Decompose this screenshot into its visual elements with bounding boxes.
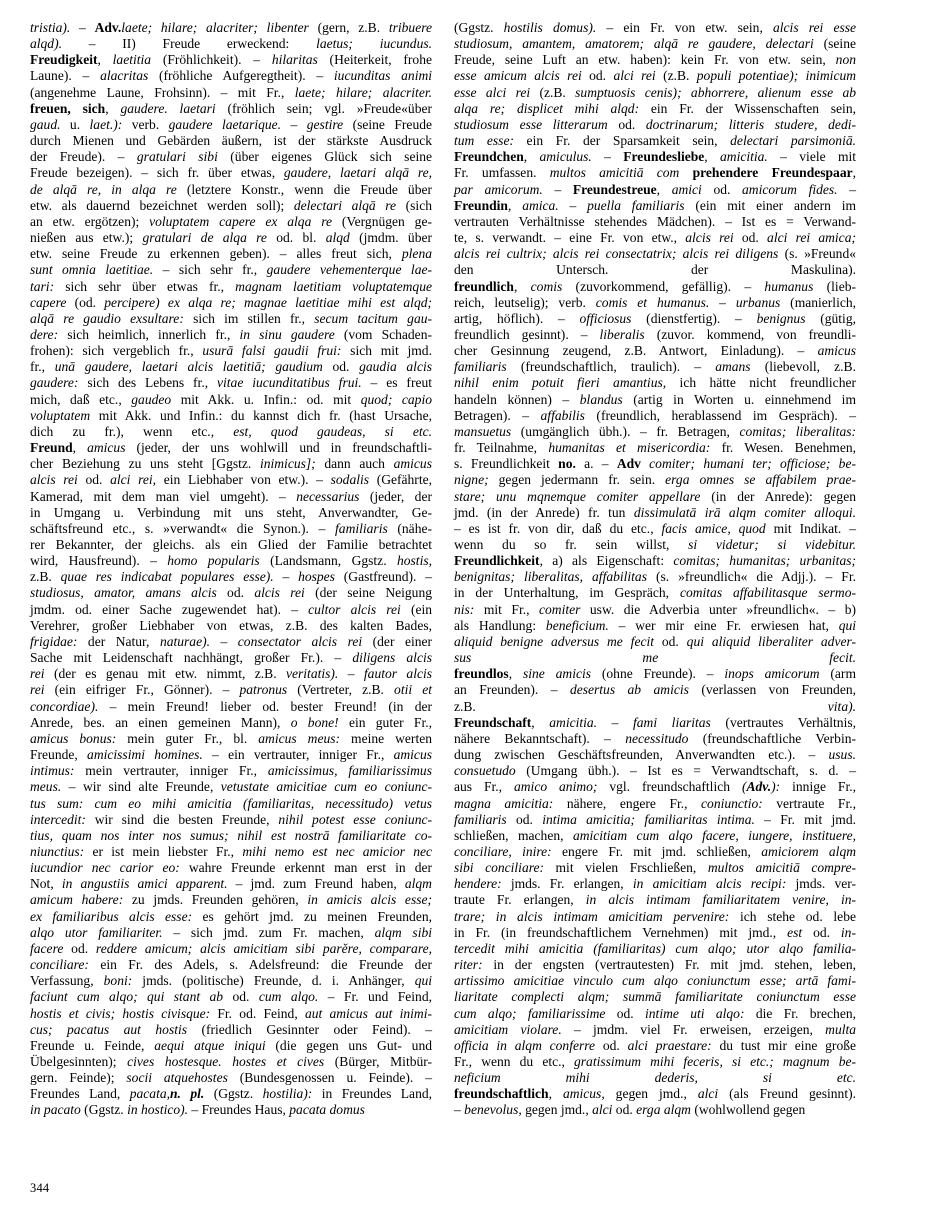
page-folio: 344 xyxy=(30,1181,50,1195)
text-line: in der Unterhaltung, im Gespräch, comitas affabilitasque sermo- xyxy=(454,585,856,601)
text-line: den Untersch. der Maskulina). xyxy=(454,262,856,278)
text-line: schließen, machen, amicitiam cum alqo facere, iungere, instituere, xyxy=(454,827,857,843)
text-line: rei (der es genau mit etw. nimmt, z.B. veritatis). – fautor alcis xyxy=(30,666,433,682)
text-line: cher Gesinnung zeugend, z.B. Antwort, Einladung). – amicus xyxy=(454,343,856,359)
text-line: mansuetus (umgänglich übh.). – fr. Betragen, comitas; liberalitas: xyxy=(454,423,856,439)
text-line: freuen, sich, gaudere. laetari (fröhlich sein; vgl. »Freude«über xyxy=(30,100,432,116)
text-line: iucundior nec carior eo: wahre Freunde erkennt man erst in der xyxy=(30,860,433,876)
column-text-block xyxy=(454,20,856,1119)
text-line: trare; in alcis intimam amicitiam pervenire: ich stehe od. lebe xyxy=(454,908,856,924)
text-line: z.B. quae res indicabat populares esse). – hospes (Gastfreund). – xyxy=(30,569,432,585)
text-line: an Freunden). – desertus ab amicis (verlassen von Freunden, xyxy=(454,682,856,698)
text-line: nießen aus etw.); gratulari de alqa re od. bl. alqd (jmdm. über xyxy=(30,230,433,246)
text-line: rei (ein eifriger Fr., Gönner). – patronus (Vertreter, z.B. otii et xyxy=(30,682,432,698)
text-line: aliquid benigne adversus me fecit od. qui aliquid liberaliter adver- xyxy=(454,633,856,649)
text-line: gern. Feinde); socii atquehostes (Bundesgenossen u. Feinde). – xyxy=(30,1070,432,1086)
text-line: Not, in angustiis amici apparent. – jmd. zum Freund haben, alqm xyxy=(30,876,432,892)
text-line: artissimo amicitiae vinculo cum alqo coniunctum esse; artā fami- xyxy=(454,973,856,989)
text-line: – benevolus, gegen jmd., alci od. erga alqm (wohlwollend gegen xyxy=(454,1102,806,1118)
text-line: tristia). – Adv.laete; hilare; alacriter; libenter (gern, z.B. tribuere xyxy=(30,20,433,35)
text-line: facere od. reddere amicum; alcis amicitiam sibi parĕre, comparare, xyxy=(30,940,432,956)
text-line: amicus bonus: mein guter Fr., bl. amicus meus: meine werten xyxy=(30,730,432,746)
text-line: als Handlung: beneficium. – wer mir eine Fr. erwiesen hat, qui xyxy=(454,617,856,633)
text-line: te, s. verwandt. – eine Fr. von etw., alcis rei od. alci rei amica; xyxy=(454,230,856,246)
text-line: sus me fecit. xyxy=(454,650,856,666)
right-text-column xyxy=(454,20,857,1118)
text-line: concordiae). – mein Freund! lieber od. bester Freund! (in der xyxy=(30,698,432,714)
text-line: z.B. vita). xyxy=(454,698,856,714)
text-line: reich, leutselig); verb. comis et humanus. – urbanus (manierlich, xyxy=(454,294,857,310)
text-line: Sache mit Leidenschaft nachhängt, großer Fr.). – diligens alcis xyxy=(30,650,432,666)
text-line: gaudere: sich des Lebens fr., vitae iucunditatibus frui. – es freut xyxy=(30,375,433,391)
text-line: (Ggstz. hostilis domus). – ein Fr. von etw. sein, alcis rei esse xyxy=(454,20,857,35)
text-line: stare; unu mqnemque comiter appellare (in der Anrede): gegen xyxy=(454,488,856,504)
text-line: alqd). – II) Freude erweckend: laetus; iucundus. xyxy=(30,36,432,52)
text-line: Übelgesinnten); cives hostesque. hostes et cives (Bürger, Mitbür- xyxy=(30,1054,433,1069)
text-line: in Umgang u. Verbindung mit uns steht, Anverwandter, Ge- xyxy=(30,504,432,520)
text-line: Betragen). – affabilis (freundlich, herablassend im Gespräch). – xyxy=(454,407,856,423)
text-line: conciliare: ein Fr. des Adels, s. Adelsfreund: die Freunde der xyxy=(30,957,432,973)
text-line: dung zwischen Geschäftsfreunden, Anverwandten etc.). – usus. xyxy=(454,747,856,763)
text-line: neficium mihi dederis, si etc. xyxy=(454,1070,856,1086)
text-line: Freundin, amica. – puella familiaris (ein mit einer andern im xyxy=(454,197,857,213)
text-line: faciunt cum alqo; qui stant ab od. cum alqo. – Fr. und Feind, xyxy=(30,989,432,1005)
text-line: in Fr. (in freundschaftlichem Vernehmen) mit jmd., est od. in- xyxy=(454,924,856,940)
text-line: studiosum esse litterarum od. doctrinarum; litteris studere, dedi- xyxy=(454,116,856,132)
text-line: studiosus, amator, amans alcis od. alcis rei (der seine Neigung xyxy=(30,585,432,601)
text-line: Freude, seine Luft an etw. haben): kein Fr. von etw. sein, non xyxy=(454,52,856,68)
text-line: alcis rei cultrix; alcis rei consectatrix; alcis rei diligens (s. »Freund« xyxy=(454,246,856,262)
text-line: intimus: mein vertrauter, inniger Fr., amicissimus, familiarissimus xyxy=(30,763,432,779)
text-line: dich zu fr.), wenn etc., est, quod gaudeas, si etc. xyxy=(30,423,433,439)
text-columns xyxy=(30,20,905,1118)
text-line: tercedit mihi amicitia (familiaritas) cum alqo; utor alqo familia- xyxy=(454,940,856,956)
text-line: Freude bezeigen). – sich fr. über etwas, gaudere, laetari alqā re, xyxy=(30,165,432,181)
text-line: freundlich gesinnt). – liberalis (zuvor. kommend, von freundli- xyxy=(454,326,857,342)
text-line: consuetudo (Umgang übh.). – Ist es = Verwandtschaft, s. d. – xyxy=(454,763,856,779)
text-line: meus. – wir sind alte Freunde, vetustate amicitiae cum eo coniunc- xyxy=(30,779,432,795)
text-line: Freund, amicus (jeder, der uns wohlwill und in freundschaftli- xyxy=(30,440,432,456)
text-line: rer Bekannter, der gleichs. als ein Glied der Familie betrachtet xyxy=(30,537,432,552)
text-line: in pacato (Ggstz. in hostico). – Freundes Haus, pacata domus xyxy=(30,1102,365,1118)
text-line: sunt omnia laetitiae. – sich sehr fr., gaudere vehementerque lae- xyxy=(30,262,432,278)
text-line: amicum habere: zu jmds. Freunden gehören, in amicis alcis esse; xyxy=(30,892,433,908)
text-line: cum alqo; familiarissime od. intime uti alqo: die Fr. brechen, xyxy=(454,1005,856,1021)
text-line: (angenehme Laune, Frohsinn). – mit Fr., laete; hilare; alacriter. xyxy=(30,84,432,100)
text-line: cus; pacatus aut hostis (friedlich Gesinnter oder Feind). – xyxy=(30,1021,432,1037)
text-line: cher Beziehung zu uns steht [Ggstz. inimicus]; dann auch amicus xyxy=(30,456,432,472)
text-line: freundlich, comis (zuvorkommend, gefällig). – humanus (lieb- xyxy=(454,278,856,294)
text-line: familiaris od. intima amicitia; familiaritas intima. – Fr. mit jmd. xyxy=(454,811,856,827)
text-line: par amicorum. – Freundestreue, amici od. amicorum fides. – xyxy=(454,181,856,197)
text-line: Fr., wenn du etc., gratissimum mihi feceris, si etc.; magnum be- xyxy=(454,1054,856,1069)
text-line: artig, höflich). – officiosus (dienstfertig). – benignus (gütig, xyxy=(454,310,856,326)
text-line: hostis et civis; hostis civisque: Fr. od. Feind, aut amicus aut inimi- xyxy=(30,1005,432,1021)
text-line: etw. seine Freude zu erkennen geben). – alles freut sich, plena xyxy=(30,246,432,262)
text-line: riter: in der engsten (vertrautesten) Fr. mit jmd. stehen, leben, xyxy=(454,957,856,973)
text-line: wird, Hausfreund). – homo popularis (Landsmann, Ggstz. hostis, xyxy=(30,553,432,569)
text-line: magna amicitia: nähere, engere Fr., coniunctio: vertraute Fr., xyxy=(454,795,856,811)
text-line: freundschaftlich, amicus, gegen jmd., alci (als Freund gesinnt). xyxy=(454,1086,856,1102)
text-line: tum esse: ein Fr. der Sparsamkeit sein, delectari parsimoniā. xyxy=(454,133,856,149)
text-line: frigidae: der Natur, naturae). – consectator alcis rei (der einer xyxy=(30,633,433,649)
column-text-block xyxy=(30,20,432,1119)
text-line: vertrauten Verhältnisse stehendes Mädchen). – Ist es = Verwand- xyxy=(454,213,856,229)
text-line: de alqā re, in alqa re (letztere Konstr., wenn die Freude über xyxy=(30,181,432,197)
text-line: alqā re gaudio exsultare: sich im stillen fr., secum tacitum gau- xyxy=(30,310,433,326)
text-line: Verehrer, großer Liebhaber von etwas, z.B. des kalten Bades, xyxy=(30,617,432,633)
text-line: nihil enim potuit fieri amantius, ich hätte nicht freundlicher xyxy=(454,375,856,391)
text-line: esse amicum alcis rei od. alci rei (z.B. populi potentiae); inimicum xyxy=(454,68,857,84)
text-line: etw. als dauernd bezeichnet werden soll); delectari alqā re (sich xyxy=(30,197,432,213)
text-line: durch Mienen und Gebärden äußern, ist der stärkste Ausdruck xyxy=(30,133,432,149)
text-line: Verfassung, boni: jmds. (politische) Freunde, d. i. Anhänger, qui xyxy=(30,973,432,989)
text-line: niunctius: er ist mein liebster Fr., mihi nemo est nec amicior nec xyxy=(30,843,432,859)
text-line: traute Fr. erlangen, in alcis intimam familiaritatem venire, in- xyxy=(454,892,856,908)
text-line: wenn du so fr. sein willst, si videtur; si videbitur. xyxy=(454,537,856,552)
text-line: der Freude). – gratulari sibi (über eigenes Glück sich seine xyxy=(30,149,433,165)
text-line: Freudigkeit, laetitia (Fröhlichkeit). – hilaritas (Heiterkeit, frohe xyxy=(30,52,432,68)
text-line: liaritate complecti alqm; summā familiaritate coniunctum esse xyxy=(454,989,856,1005)
text-line: benignitas; liberalitas, affabilitas (s. »freundlich« die Adjj.). – Fr. xyxy=(454,569,856,585)
text-line: Freundlichkeit, a) als Eigenschaft: comitas; humanitas; urbanitas; xyxy=(454,553,857,569)
text-line: alqo utor familiariter. – sich jmd. zum Fr. machen, alqm sibi xyxy=(30,924,433,940)
text-line: schäftsfreund etc., s. »verwandt« die Synon.). – familiaris (nähe- xyxy=(30,520,432,536)
text-line: Laune). – alacritas (fröhliche Aufgeregtheit). – iucunditas animi xyxy=(30,68,432,84)
text-line: conciliare, inire: engere Fr. mit jmd. schließen, amiciorem alqm xyxy=(454,843,857,859)
text-line: Freundschaft, amicitia. – fami liaritas (vertrautes Verhältnis, xyxy=(454,714,857,730)
text-line: gaud. u. laet.): verb. gaudere laetarique. – gestire (seine Freude xyxy=(30,116,433,132)
text-line: frohen): sich vergeblich fr., usurā falsi gaudii frui: sich mit jmd. xyxy=(30,343,432,359)
text-line: handeln können) – blandus (artig in Worten u. einnehmend im xyxy=(454,391,856,407)
text-line: nähere Bekanntschaft). – necessitudo (freundschaftliche Verbin- xyxy=(454,730,856,746)
text-line: freundlos, sine amicis (ohne Freunde). – inops amicorum (arm xyxy=(454,666,856,682)
text-line: officia in alqm conferre od. alci praestare: du tust mir eine große xyxy=(454,1037,857,1053)
text-line: Freundes Land, pacata,n. pl. (Ggstz. hostilia): in Freundes Land, xyxy=(30,1086,432,1102)
text-line: Kamerad, mit dem man viel umgeht). – necessarius (jeder, der xyxy=(30,488,432,504)
text-line: intercedit: wir sind die besten Freunde, nihil potest esse coniunc- xyxy=(30,811,432,827)
text-line: studiosum, amantem, amatorem; alqā re gaudere, delectari (seine xyxy=(454,36,856,52)
text-line: alcis rei od. alci rei, ein Liebhaber von etw.). – sodalis (Gefährte, xyxy=(30,472,432,488)
text-line: jmdm. od. einer Sache zugewendet hat). – cultor alcis rei (ein xyxy=(30,601,433,617)
text-line: an etw. ergötzen); voluptatem capere ex alqa re (Vergnügen ge- xyxy=(30,213,432,229)
text-line: tius, quam nos inter nos sumus; nihil est nostrā familiaritate co- xyxy=(30,827,432,843)
text-line: dere: sich heimlich, innerlich fr., in sinu gaudere (vom Schaden- xyxy=(30,326,432,342)
text-line: Freunde u. Feinde, aequi atque iniqui (die gegen uns Gut- und xyxy=(30,1037,432,1053)
text-line: Freunde, amicissimi homines. – ein vertrauter, inniger Fr., amicus xyxy=(30,747,432,763)
text-line: jmd. (in der Anrede) fr. tun dissimulatā irā alqm comiter alloqui. xyxy=(454,504,856,520)
text-line: fr. Teilnahme, humanitas et misericordia: fr. Wesen. Benehmen, xyxy=(454,440,856,456)
text-line: voluptatem mit Akk. und Infin.: du kannst dich fr. (hast Ursache, xyxy=(30,407,432,423)
text-line: Freundchen, amiculus. – Freundesliebe, amicitia. – viele mit xyxy=(454,149,857,165)
text-line: tus sum: cum eo mihi amicitia (familiaritas, necessitudo) vetus xyxy=(30,795,432,811)
text-line: nis: mit Fr., comiter usw. die Adverbia unter »freundlich«. – b) xyxy=(454,601,856,617)
text-line: Anrede, bes. an einen gemeinen Mann), o bone! ein guter Fr., xyxy=(30,714,432,730)
text-line: amicitiam violare. – jmdm. viel Fr. erweisen, erzeigen, multa xyxy=(454,1021,857,1037)
left-text-column xyxy=(30,20,433,1118)
text-line: aus Fr., amico animo; vgl. freundschaftlich (Adv.): innige Fr., xyxy=(454,779,856,795)
text-line: sibi conciliare: mit vielen Frschließen, multos amicitiā compre- xyxy=(454,860,856,876)
text-line: mich, daß etc., gaudeo mit Akk. u. Infin.: od. mit quod; capio xyxy=(30,391,432,407)
text-line: ex familiaribus alcis esse: es gehört jmd. zu meinen Freunden, xyxy=(30,908,433,924)
text-line: nigne; gegen jedermann fr. sein. erga omnes se affabilem prae- xyxy=(454,472,856,488)
text-line: – es ist fr. von dir, daß du etc., facis amice, quod mit Indikat. – xyxy=(454,520,856,536)
text-line: tari: sich sehr über etwas fr., magnam laetitiam voluptatemque xyxy=(30,278,432,294)
text-line: esse alci rei (z.B. sumptuosis cenis); abhorrere, alienum esse ab xyxy=(454,84,857,100)
text-line: s. Freundlichkeit no. a. – Adv comiter; humani ter; officiose; be- xyxy=(454,456,856,472)
text-line: capere (od. percipere) ex alqa re; magnae laetitiae mihi est alqd; xyxy=(30,294,432,310)
text-line: hendere: jmds. Fr. erlangen, in amicitiam alcis recipi: jmds. ver- xyxy=(454,876,856,892)
text-line: Fr. umfassen. multos amicitiā com prehendere Freundespaar, xyxy=(454,165,856,181)
text-line: fr., unā gaudere, laetari alcis laetitiā; gaudium od. gaudia alcis xyxy=(30,359,432,375)
text-line: familiaris (freundschaftlich, traulich). – amans (liebevoll, z.B. xyxy=(454,359,856,375)
text-line: alqa re; displicet mihi alqd: ein Fr. der Wissenschaften sein, xyxy=(454,100,856,116)
